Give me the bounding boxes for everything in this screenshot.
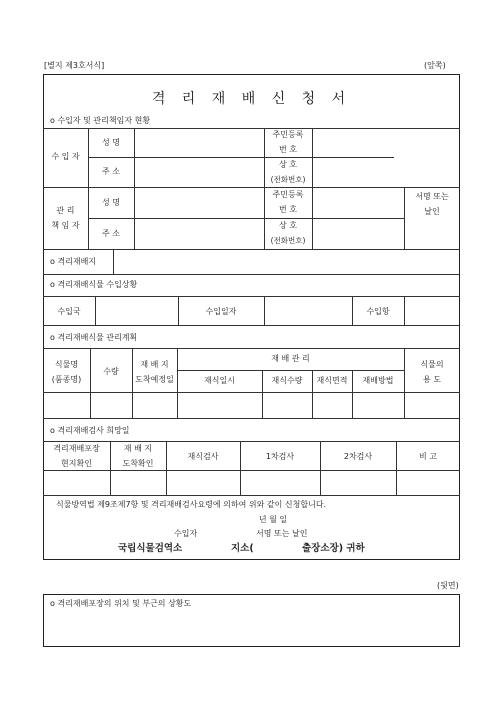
manager-name-label: 성 명 [102,198,120,207]
arrival-confirm-label-2: 도착확인 [122,459,154,468]
importer-address-label: 주 소 [102,167,120,176]
section-inspection-dates: ο 격리재배검사 희망일 [50,426,130,435]
cultivation-management-label: 재 배 관 리 [271,354,310,363]
importer-name-label: 성 명 [102,138,120,147]
planting-date-label: 재식일시 [204,376,235,385]
first-inspection-label: 1차검사 [265,452,295,461]
applicant-label: 수입자 [174,529,198,538]
manager-id-label-2: 번 호 [279,205,297,214]
importer-id-label-2: 번 호 [279,145,297,154]
importer-label: 수 입 자 [51,152,80,161]
section-site-map: ο 격리재배포장의 위치 및 부근의 상황도 [50,599,192,608]
manager-id-label-1: 주민등록 [272,190,304,199]
planting-qty-label: 재식수량 [271,376,303,385]
import-port-label: 수입항 [366,307,390,316]
planting-inspection-label: 재식검사 [187,452,219,461]
front-page-label: (앞쪽) [424,61,446,70]
site-confirm-label-1: 격리재배포장 [53,444,100,453]
manager-label-1: 관 리 [56,206,75,215]
manager-address-label: 주 소 [102,229,120,238]
date-line: 년 월 일 [258,515,288,524]
declaration-text: 식물방역법 제9조제7항 및 격리재배검사요령에 의하여 위와 같이 신청합니다. [56,500,327,509]
form-title: 격 리 재 배 신 청 서 [151,91,352,107]
back-page-label: (뒷면) [437,581,459,590]
addressee-branch: 지소( [231,543,254,554]
manager-trade-label-1: 상 호 [279,221,297,230]
importer-trade-label-1: 상 호 [279,160,297,169]
manager-trade-label-2: (전화번호) [270,236,306,245]
importer-id-label-1: 주민등록 [272,130,304,139]
plant-name-label-1: 식물명 [54,360,79,369]
section-isolation-site: ο 격리재배지 [50,257,97,266]
section-management-plan: ο 격리재배식물 관리계획 [50,333,138,342]
import-date-label: 수입일자 [205,307,237,316]
remarks-label: 비 고 [419,452,437,461]
form-label: [별지 제3호서식] [44,61,105,70]
planting-area-label: 재식면적 [316,376,348,385]
addressee-office: 국립식물검역소 [118,543,183,554]
manager-sign-label-1: 서명 또는 [415,192,449,201]
addressee-suffix: 출장소장) 귀하 [302,543,365,554]
plant-name-label-2: (품종명) [51,375,82,384]
section-import-status: ο 격리재배식물 수입상황 [50,280,138,289]
import-country-label: 수입국 [57,307,81,316]
plant-use-label-1: 식물의 [420,360,444,369]
plant-use-label-2: 용 도 [423,375,441,384]
arrival-date-label-1: 재 배 지 [140,360,169,369]
manager-label-2: 책 임 자 [51,221,80,230]
quantity-label: 수량 [103,367,119,376]
site-confirm-label-2: 현지확인 [61,459,92,468]
section-importer-manager: ο 수입자 및 관리책임자 현황 [50,116,151,125]
arrival-date-label-2: 도착예정일 [135,375,174,384]
importer-trade-label-2: (전화번호) [270,175,306,184]
manager-sign-label-2: 날인 [424,207,440,216]
signature-label: 서명 또는 날인 [256,529,308,538]
arrival-confirm-label-1: 재 배 지 [123,444,153,453]
second-inspection-label: 2차검사 [343,452,373,461]
cultivation-method-label: 재배방법 [362,376,394,385]
